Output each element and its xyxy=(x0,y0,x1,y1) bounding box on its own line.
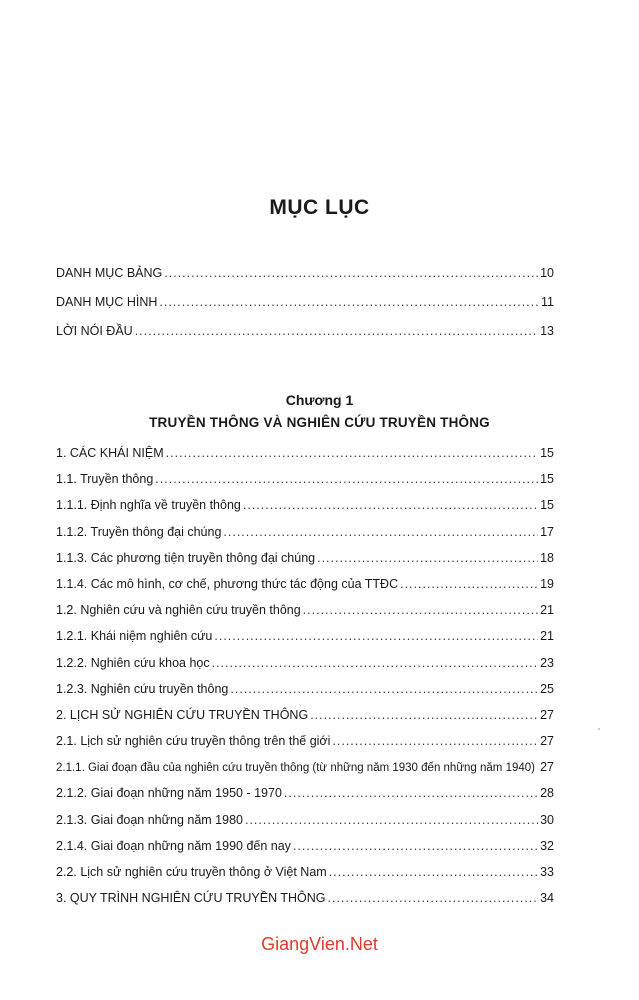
front-matter-entry xyxy=(56,266,554,295)
dot-leader xyxy=(223,525,538,539)
dot-leader xyxy=(328,891,538,905)
dot-leader xyxy=(164,266,538,280)
dot-leader xyxy=(135,324,538,338)
page-number: 21 xyxy=(540,629,554,644)
entry-label: 1.2.3. Nghiên cứu truyền thông xyxy=(56,681,229,696)
toc-entry xyxy=(56,760,554,786)
entry-label: 2.1.1. Giai đoạn đầu của nghiên cứu truyền thông (từ những năm 1930 đến những năm 1940) xyxy=(56,762,535,775)
entry-label: DANH MỤC BẢNG xyxy=(56,266,163,280)
toc-entry xyxy=(56,498,554,524)
dot-leader xyxy=(166,446,538,460)
page-number: 30 xyxy=(540,812,554,827)
entry-label: LỜI NÓI ĐẦU xyxy=(56,324,133,338)
entry-label: 2.2. Lịch sử nghiên cứu truyền thông ở Việt Nam xyxy=(56,865,327,879)
toc-entries-list xyxy=(56,446,554,917)
entry-label: DANH MỤC HÌNH xyxy=(56,295,158,309)
scan-speck xyxy=(598,728,600,730)
dot-leader xyxy=(317,551,538,565)
dot-leader xyxy=(293,839,538,853)
page-number: 27 xyxy=(540,734,554,749)
chapter-title: TRUYỀN THÔNG VÀ NGHIÊN CỨU TRUYỀN THÔNG xyxy=(149,415,490,430)
toc-entry xyxy=(56,629,554,655)
entry-label: 2.1.3. Giai đoạn những năm 1980 xyxy=(56,812,243,827)
dot-leader xyxy=(243,498,538,512)
page-number: 15 xyxy=(540,446,554,460)
dot-leader xyxy=(303,603,538,617)
toc-entry xyxy=(56,551,554,577)
page-number: 15 xyxy=(540,472,554,487)
entry-label: 1.1.1. Định nghĩa về truyền thông xyxy=(56,498,241,513)
watermark: GiangVien.Net xyxy=(261,934,378,954)
toc-title: MỤC LỤC xyxy=(269,196,370,219)
page-number: 34 xyxy=(540,891,554,906)
toc-entry xyxy=(56,472,554,498)
dot-leader xyxy=(245,813,538,827)
entry-label: 1.2.1. Khái niệm nghiên cứu xyxy=(56,629,213,644)
entry-label: 1.2.2. Nghiên cứu khoa học xyxy=(56,655,210,670)
dot-leader xyxy=(310,708,538,722)
toc-entry xyxy=(56,891,554,917)
entry-label: 2.1.2. Giai đoạn những năm 1950 - 1970 xyxy=(56,786,282,801)
page-number: 32 xyxy=(540,838,554,853)
dot-leader xyxy=(284,786,538,800)
page-number: 15 xyxy=(540,498,554,513)
dot-leader xyxy=(212,656,538,670)
page-number: 27 xyxy=(540,760,554,775)
toc-entry xyxy=(56,708,554,734)
toc-entry xyxy=(56,839,554,865)
page-number: 11 xyxy=(541,295,554,309)
entry-label: 1.1.2. Truyền thông đại chúng xyxy=(56,524,222,539)
dot-leader xyxy=(214,629,538,643)
toc-entry xyxy=(56,682,554,708)
chapter-number: Chương 1 xyxy=(285,392,354,408)
dot-leader xyxy=(329,865,538,879)
entry-label: 1. CÁC KHÁI NIỆM xyxy=(56,446,164,460)
page-number: 19 xyxy=(540,576,554,591)
entry-label: 1.1.3. Các phương tiện truyền thông đại chúng xyxy=(56,550,316,565)
entry-label: 2. LỊCH SỬ NGHIÊN CỨU TRUYỀN THÔNG xyxy=(56,707,309,722)
entry-label: 2.1.4. Giai đoạn những năm 1990 đến nay xyxy=(56,838,291,853)
page-number: 25 xyxy=(540,681,554,696)
dot-leader xyxy=(159,295,538,309)
page-number: 21 xyxy=(540,603,554,618)
dot-leader xyxy=(230,682,538,696)
toc-entry xyxy=(56,865,554,891)
dot-leader xyxy=(332,734,538,748)
entry-label: 3. QUY TRÌNH NGHIÊN CỨU TRUYỀN THÔNG xyxy=(56,891,326,906)
dot-leader xyxy=(155,472,538,486)
entry-label: 2.1. Lịch sử nghiên cứu truyền thông trên thế giới xyxy=(56,734,331,749)
entry-label: 1.1. Truyền thông xyxy=(56,472,154,487)
toc-entry xyxy=(56,734,554,760)
front-matter-entry xyxy=(56,295,554,324)
toc-entry xyxy=(56,603,554,629)
page-number: 18 xyxy=(540,550,554,565)
dot-leader xyxy=(537,760,538,774)
front-matter-entry xyxy=(56,324,554,353)
page-number: 28 xyxy=(540,786,554,801)
entry-label: 1.1.4. Các mô hình, cơ chế, phương thức tác động của TTĐC xyxy=(56,576,399,591)
toc-entry xyxy=(56,656,554,682)
toc-entry xyxy=(56,813,554,839)
toc-entry xyxy=(56,446,554,472)
page-number: 10 xyxy=(540,266,554,280)
page-number: 13 xyxy=(540,324,554,338)
page-number: 23 xyxy=(540,655,554,670)
toc-entry xyxy=(56,525,554,551)
front-matter-list xyxy=(56,266,554,353)
toc-entry xyxy=(56,577,554,603)
page-number: 33 xyxy=(540,865,554,879)
entry-label: 1.2. Nghiên cứu và nghiên cứu truyền thông xyxy=(56,603,301,618)
toc-entry xyxy=(56,786,554,812)
page-number: 27 xyxy=(540,707,554,722)
page-number: 17 xyxy=(540,524,554,539)
dot-leader xyxy=(400,577,538,591)
